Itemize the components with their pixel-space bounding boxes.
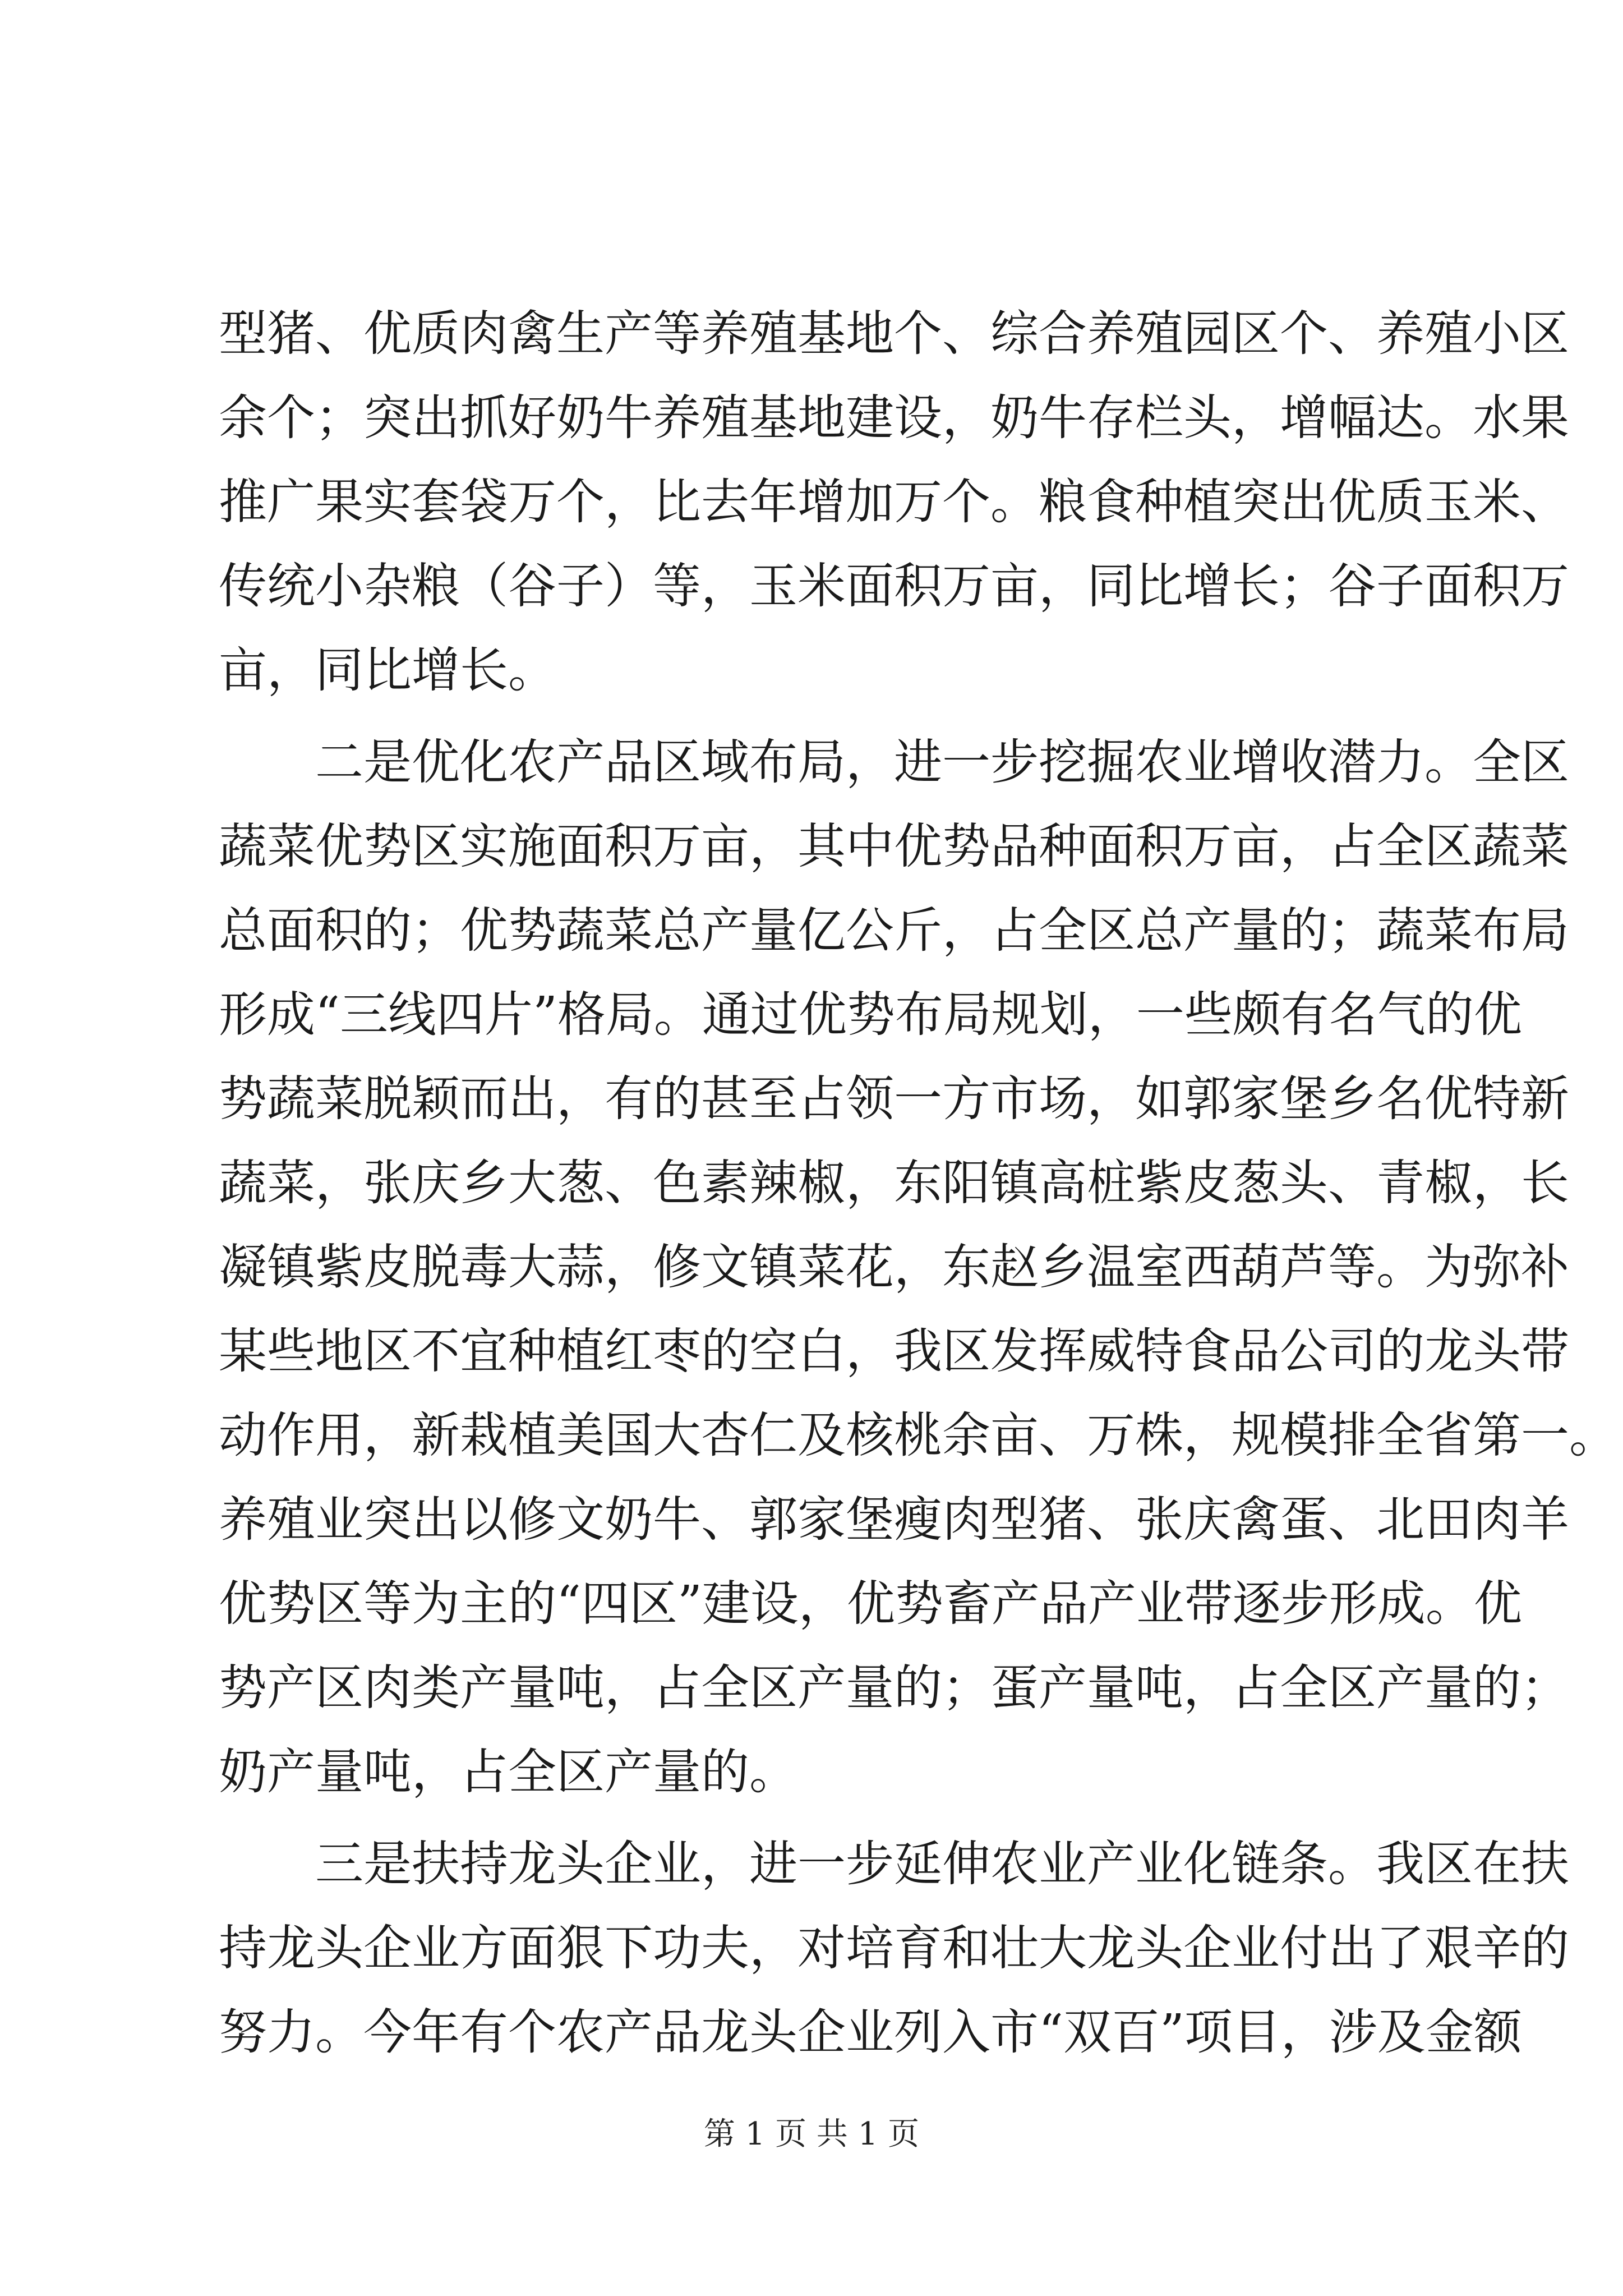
text-line: 持龙头企业方面狠下功夫，对培育和壮大龙头企业付出了艰辛的 bbox=[219, 1920, 1569, 1976]
paragraph-3 bbox=[219, 1822, 1569, 2074]
paragraph-spacer bbox=[219, 712, 1419, 720]
text-line: 型猪、优质肉禽生产等养殖基地个、综合养殖园区个、养殖小区 bbox=[219, 306, 1569, 362]
paragraph-2 bbox=[219, 720, 1617, 1814]
text-line: 蔬菜优势区实施面积万亩，其中优势品种面积万亩，占全区蔬菜 bbox=[219, 818, 1569, 875]
text-line: 势产区肉类产量吨，占全区产量的；蛋产量吨，占全区产量的； bbox=[219, 1660, 1569, 1716]
paragraph-1 bbox=[219, 292, 1569, 712]
text-line: 形成“三线四片”格局。通过优势布局规划，一些颇有名气的优 bbox=[219, 987, 1522, 1043]
document-body bbox=[219, 292, 1617, 2074]
page-number-footer: 第 1 页 共 1 页 bbox=[703, 2116, 920, 2152]
text-line: 总面积的；优势蔬菜总产量亿公斤，占全区总产量的；蔬菜布局 bbox=[219, 903, 1569, 959]
text-line: 努力。今年有个农产品龙头企业列入市“双百”项目，涉及金额 bbox=[219, 2004, 1522, 2060]
text-line: 奶产量吨，占全区产量的。 bbox=[219, 1744, 797, 1800]
text-line: 余个；突出抓好奶牛养殖基地建设，奶牛存栏头，增幅达。水果 bbox=[219, 390, 1569, 446]
text-line: 凝镇紫皮脱毒大蒜，修文镇菜花，东赵乡温室西葫芦等。为弥补 bbox=[219, 1239, 1569, 1295]
text-line: 势蔬菜脱颖而出，有的甚至占领一方市场，如郭家堡乡名优特新 bbox=[219, 1071, 1569, 1127]
text-line: 传统小杂粮（谷子）等，玉米面积万亩，同比增长；谷子面积万 bbox=[219, 558, 1569, 614]
text-line: 某些地区不宜种植红枣的空白，我区发挥威特食品公司的龙头带 bbox=[219, 1323, 1569, 1379]
text-line: 亩，同比增长。 bbox=[219, 642, 556, 698]
text-line: 推广果实套袋万个，比去年增加万个。粮食种植突出优质玉米、 bbox=[219, 474, 1569, 530]
text-line: 二是优化农产品区域布局，进一步挖掘农业增收潜力。全区 bbox=[315, 734, 1569, 790]
paragraph-spacer bbox=[219, 1814, 1419, 1822]
text-line: 动作用，新栽植美国大杏仁及核桃余亩、万株，规模排全省第一。 bbox=[219, 1407, 1617, 1464]
text-line: 蔬菜，张庆乡大葱、色素辣椒，东阳镇高桩紫皮葱头、青椒，长 bbox=[219, 1155, 1569, 1211]
text-line: 养殖业突出以修文奶牛、郭家堡瘦肉型猪、张庆禽蛋、北田肉羊 bbox=[219, 1492, 1569, 1548]
text-line: 优势区等为主的“四区”建设，优势畜产品产业带逐步形成。优 bbox=[219, 1576, 1522, 1632]
text-line: 三是扶持龙头企业，进一步延伸农业产业化链条。我区在扶 bbox=[315, 1836, 1569, 1892]
